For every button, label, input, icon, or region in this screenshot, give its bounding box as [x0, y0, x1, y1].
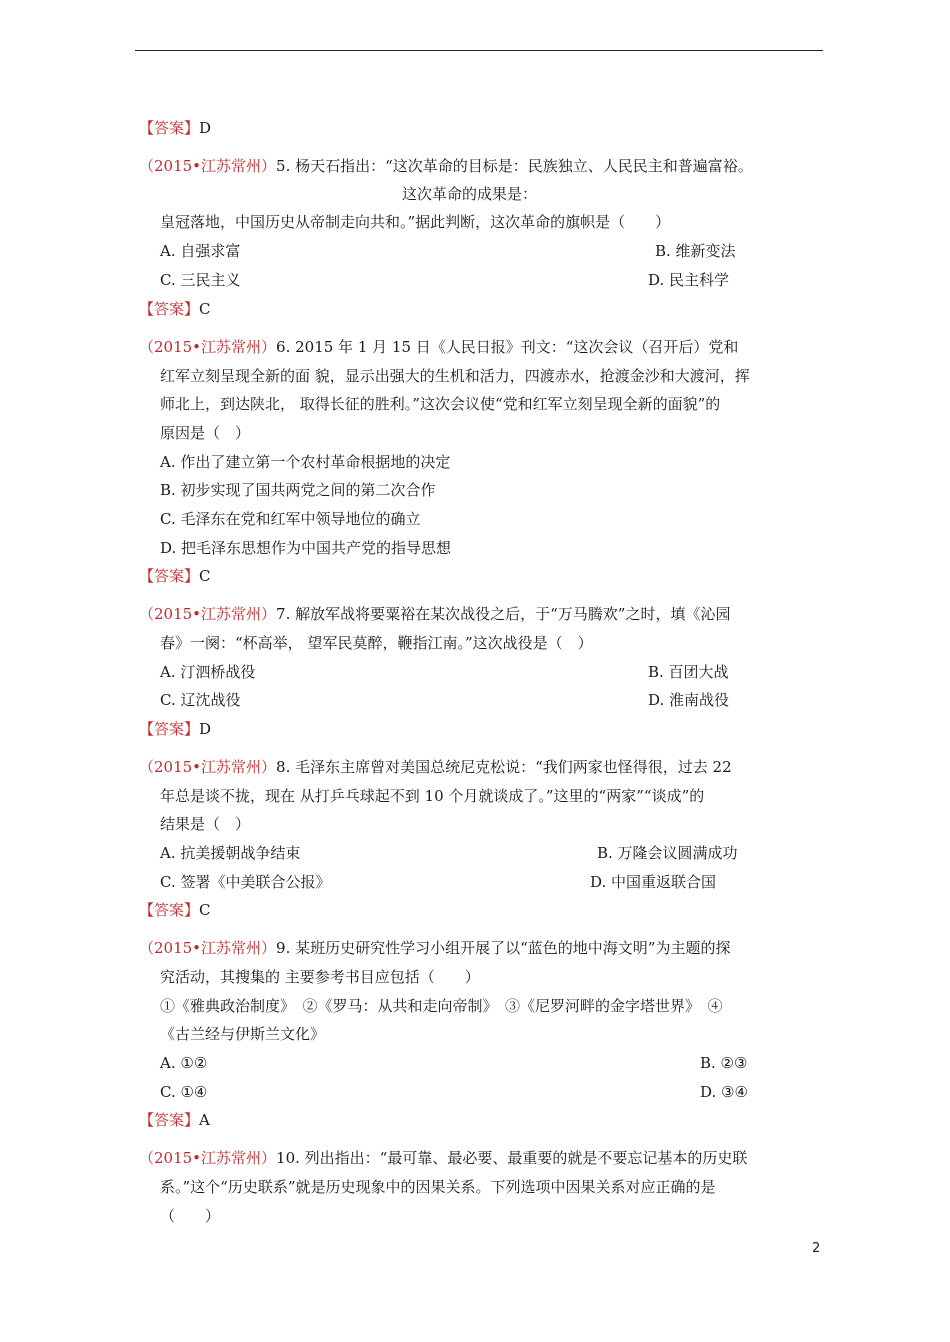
- answer-line: 【答案】C: [139, 300, 211, 318]
- option-d: D. 把毛泽东思想作为中国共产党的指导思想: [160, 539, 452, 557]
- question-9-line-2: 究活动，其搜集的 主要参考书目应包括（ ）: [160, 968, 480, 986]
- option-a: A. ①②: [160, 1054, 208, 1072]
- question-8-line-1: （2015•江苏常州）8. 毛泽东主席曾对美国总统尼克松说：“我们两家也怪得很，过去 22: [139, 758, 732, 776]
- question-10-line-2: 系。”这个“历史联系”就是历史现象中的因果关系。下列选项中因果关系对应正确的是: [160, 1178, 716, 1196]
- option-c: C. 辽沈战役: [160, 691, 241, 709]
- option-a: A. 汀泗桥战役: [160, 663, 256, 681]
- page-number: 2: [812, 1241, 821, 1256]
- option-a: A. 抗美援朝战争结束: [160, 844, 301, 862]
- question-6-line-2: 红军立刻呈现全新的面 貌，显示出强大的生机和活力，四渡赤水，抢渡金沙和大渡河，挥: [160, 367, 750, 385]
- question-10-line-3: （ ）: [160, 1207, 221, 1225]
- answer-line: 【答案】A: [139, 1111, 210, 1129]
- option-c: C. 签署《中美联合公报》: [160, 873, 331, 891]
- question-6-line-3: 师北上，到达陕北， 取得长征的胜利。”这次会议使“党和红军立刻呈现全新的面貌”的: [160, 395, 721, 413]
- question-7-line-2: 春》一阕：“杯高举， 望军民莫醉，鞭指江南。”这次战役是（ ）: [160, 634, 593, 652]
- question-8-line-3: 结果是（ ）: [160, 815, 251, 833]
- option-b: B. 维新变法: [655, 242, 736, 260]
- option-b: B. 百团大战: [648, 663, 729, 681]
- answer-line: 【答案】C: [139, 567, 211, 585]
- option-c: C. 毛泽东在党和红军中领导地位的确立: [160, 510, 421, 528]
- option-a: A. 作出了建立第一个农村革命根据地的决定: [160, 453, 451, 471]
- answer-line: 【答案】D: [139, 119, 212, 137]
- option-d: D. 民主科学: [648, 271, 730, 289]
- question-9-line-3: ①《雅典政治制度》 ②《罗马：从共和走向帝制》 ③《尼罗河畔的金字塔世界》 ④: [160, 997, 723, 1015]
- option-b: B. 万隆会议圆满成功: [597, 844, 738, 862]
- answer-line: 【答案】D: [139, 720, 212, 738]
- question-10-line-1: （2015•江苏常州）10. 列出指出：“最可靠、最必要、最重要的就是不要忘记基本的历史联: [139, 1149, 748, 1167]
- option-b: B. 初步实现了国共两党之间的第二次合作: [160, 481, 436, 499]
- question-5-line-3: 皇冠落地，中国历史从帝制走向共和。”据此判断，这次革命的旗帜是（ ）: [160, 213, 671, 231]
- question-5-line-1: （2015•江苏常州）5. 杨天石指出：“这次革命的目标是：民族独立、人民民主和普遍富裕。: [139, 157, 753, 175]
- option-c: C. ①④: [160, 1083, 208, 1101]
- option-d: D. ③④: [700, 1083, 748, 1101]
- option-d: D. 中国重返联合国: [590, 873, 717, 891]
- question-9-line-1: （2015•江苏常州）9. 某班历史研究性学习小组开展了以“蓝色的地中海文明”为主题的探: [139, 939, 731, 957]
- question-6-line-4: 原因是（ ）: [160, 424, 251, 442]
- question-9-line-4: 《古兰经与伊斯兰文化》: [160, 1025, 326, 1043]
- question-6-line-1: （2015•江苏常州）6. 2015 年 1 月 15 日《人民日报》刊文：“这次会议（召开后）党和: [139, 338, 739, 356]
- question-5-line-2: 这次革命的成果是：: [402, 185, 538, 203]
- header-rule: [135, 50, 823, 51]
- option-a: A. 自强求富: [160, 242, 241, 260]
- question-7-line-1: （2015•江苏常州）7. 解放军战将要粟裕在某次战役之后，于“万马腾欢”之时，填《沁园: [139, 605, 731, 623]
- question-8-line-2: 年总是谈不拢，现在 从打乒乓球起不到 10 个月就谈成了。”这里的“两家”“谈成”的: [160, 787, 705, 805]
- option-d: D. 淮南战役: [648, 691, 730, 709]
- option-c: C. 三民主义: [160, 271, 241, 289]
- answer-line: 【答案】C: [139, 901, 211, 919]
- option-b: B. ②③: [700, 1054, 748, 1072]
